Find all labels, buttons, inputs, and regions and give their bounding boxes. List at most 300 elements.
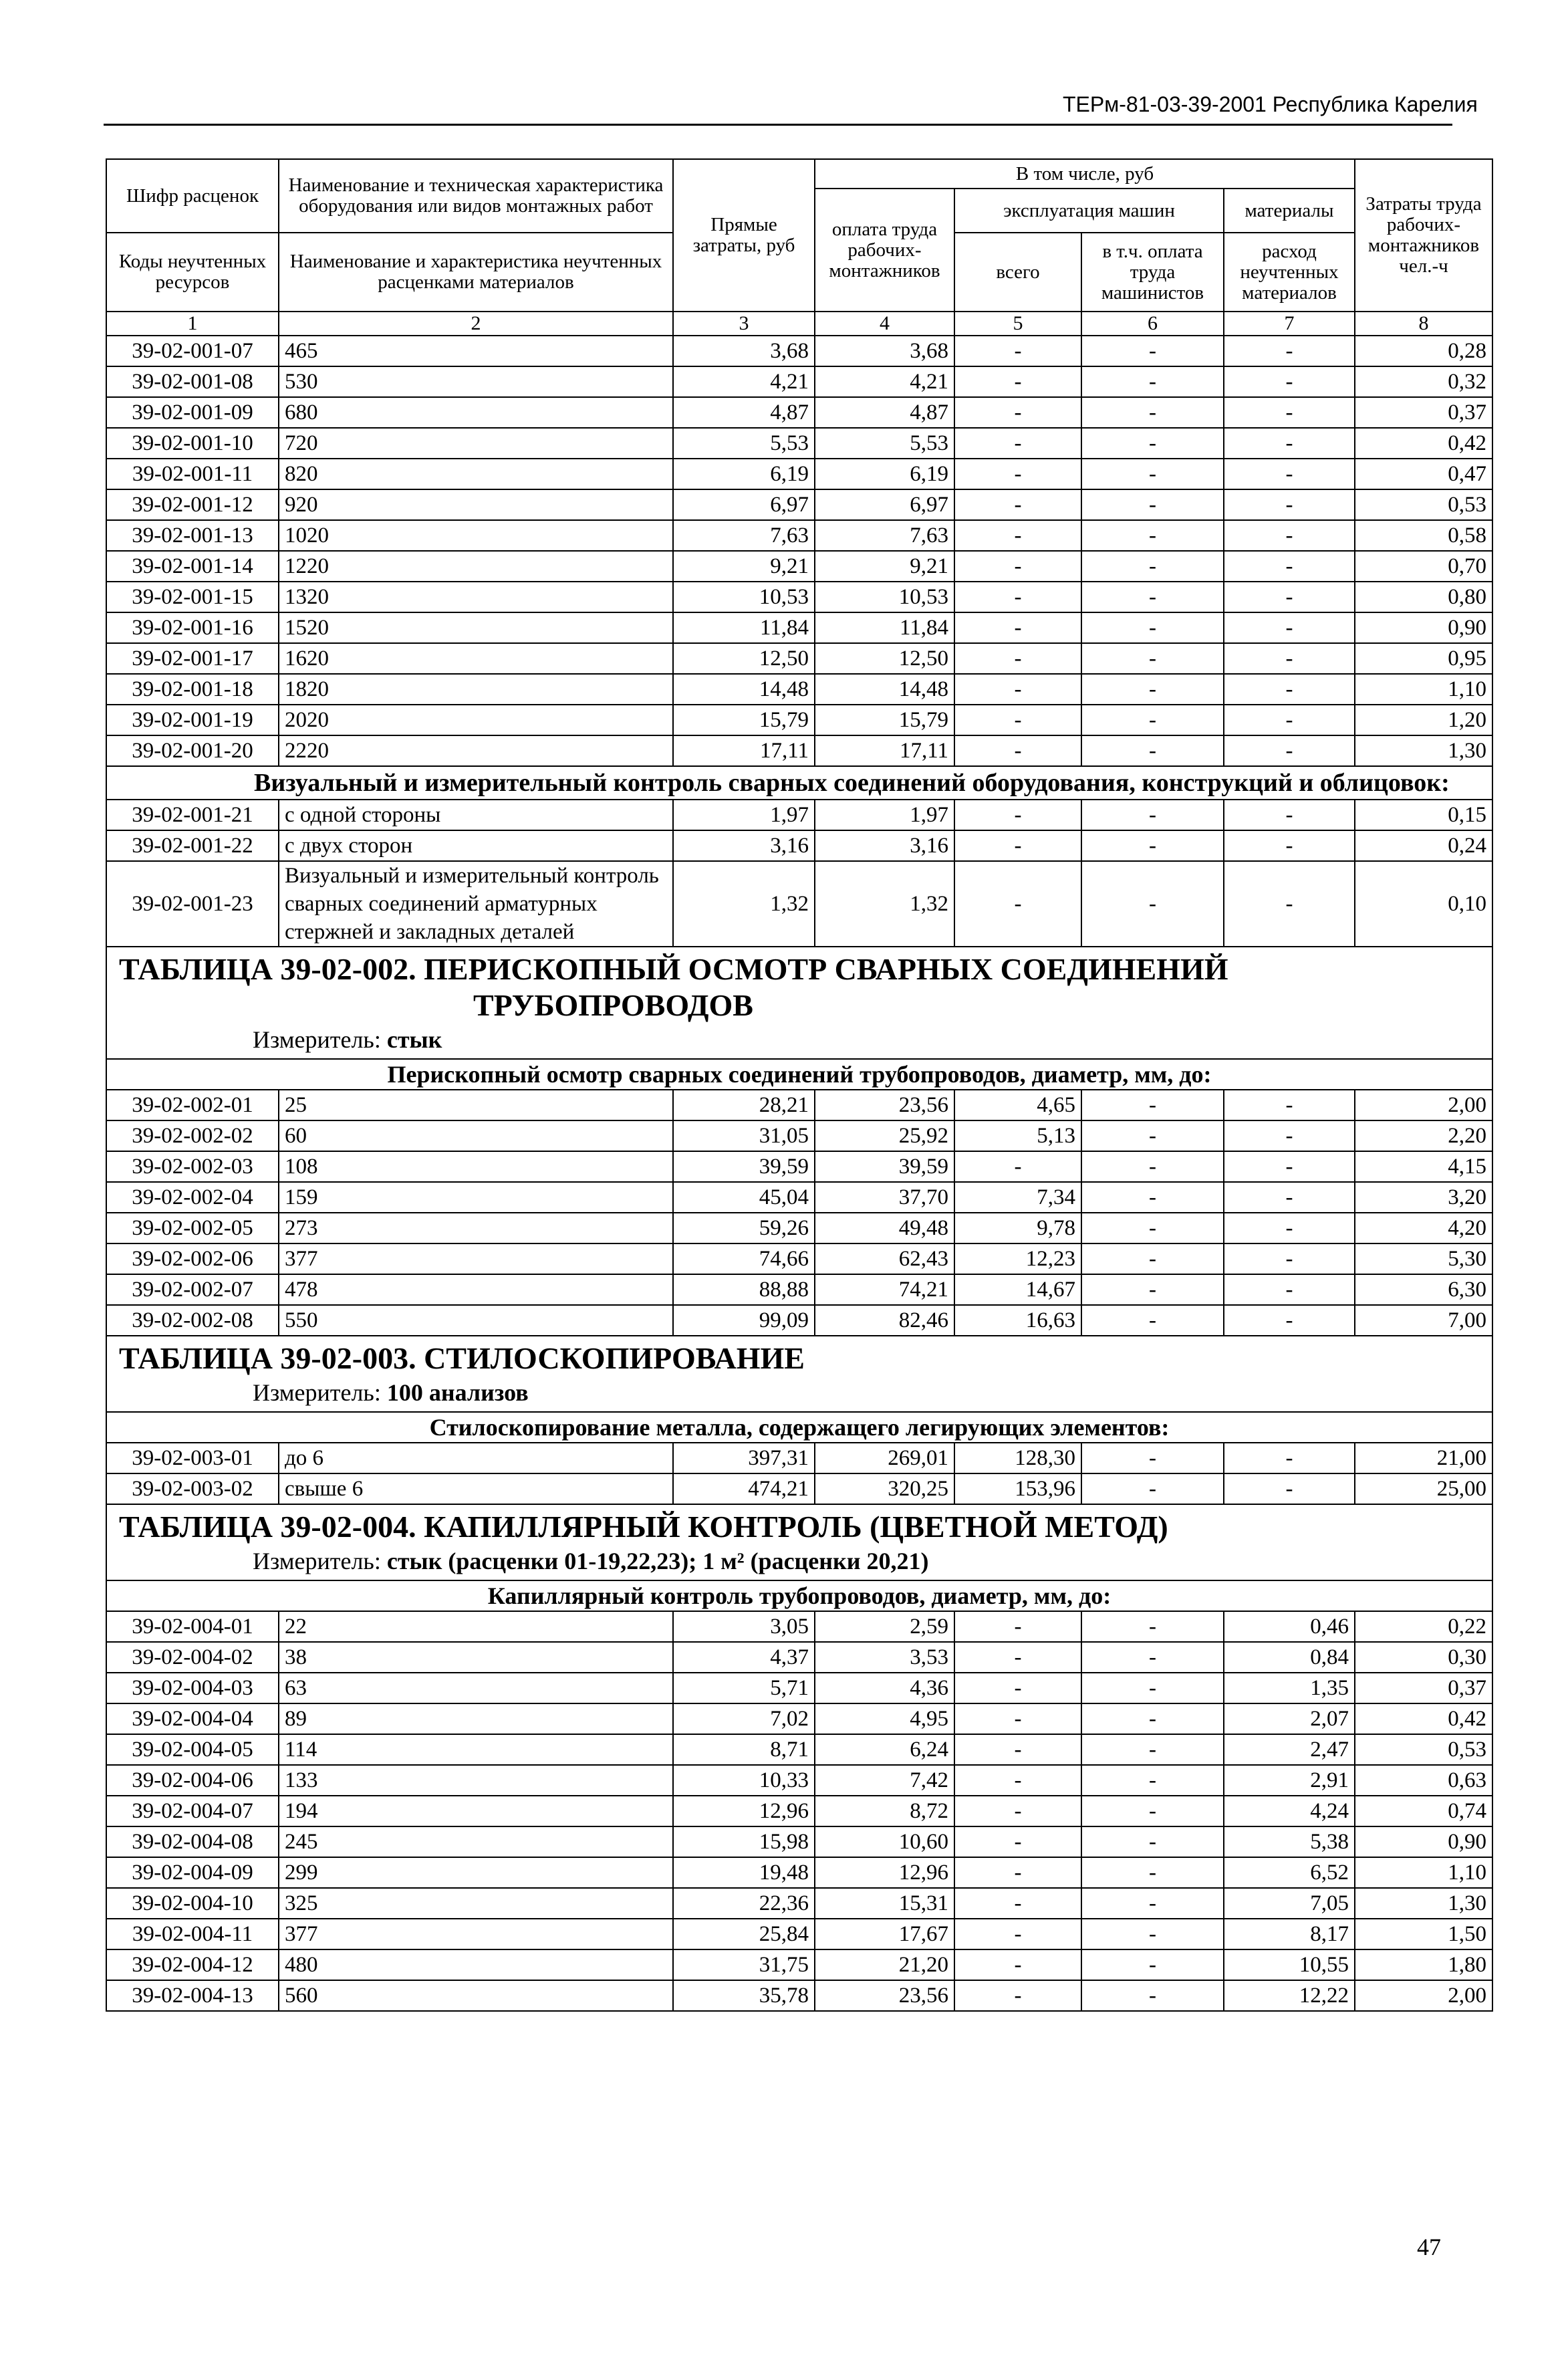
table-row [106,1151,1492,1182]
row-machinist-pay: - [1081,1151,1224,1182]
row-labor-pay: 14,48 [815,674,954,705]
row-labor-pay: 15,79 [815,705,954,735]
row-direct-cost: 74,66 [673,1243,815,1274]
row-code: 39-02-004-10 [106,1888,279,1919]
table-title: ТАБЛИЦА 39-02-004. КАПИЛЛЯРНЫЙ КОНТРОЛЬ (ЦВЕТНОЙ МЕТОД) [119,1510,1168,1544]
row-materials: - [1224,1243,1355,1274]
row-code: 39-02-001-21 [106,800,279,830]
row-labor-hours: 0,37 [1355,397,1492,428]
row-labor-pay: 269,01 [815,1443,954,1473]
row-machine-total: - [954,643,1081,674]
row-name: Визуальный и измерительный контроль сварных соединений арматурных стержней и закладных деталей [279,861,673,947]
table-row [106,428,1492,459]
measure-label: Измеритель: [253,1026,381,1053]
row-labor-hours: 25,00 [1355,1473,1492,1504]
row-machinist-pay: - [1081,1673,1224,1703]
row-machine-total: - [954,705,1081,735]
row-code: 39-02-001-19 [106,705,279,735]
row-labor-pay: 12,96 [815,1857,954,1888]
row-name: 2020 [279,705,673,735]
row-machinist-pay: - [1081,397,1224,428]
row-machinist-pay: - [1081,336,1224,366]
row-machinist-pay: - [1081,1642,1224,1673]
row-code: 39-02-001-17 [106,643,279,674]
row-direct-cost: 28,21 [673,1090,815,1120]
header-materials: материалы [1224,189,1355,233]
row-machine-total: - [954,1703,1081,1734]
row-name: 60 [279,1120,673,1151]
row-materials: - [1224,800,1355,830]
row-machinist-pay: - [1081,1213,1224,1243]
row-machine-total: - [954,1765,1081,1796]
table-row [106,1213,1492,1243]
row-machinist-pay: - [1081,582,1224,612]
row-materials: - [1224,1090,1355,1120]
table-row [106,397,1492,428]
row-direct-cost: 35,78 [673,1980,815,2011]
row-labor-hours: 6,30 [1355,1274,1492,1305]
row-machine-total: - [954,1734,1081,1765]
row-labor-hours: 0,53 [1355,489,1492,520]
row-labor-pay: 3,16 [815,830,954,861]
row-labor-hours: 1,30 [1355,1888,1492,1919]
row-machine-total: - [954,1949,1081,1980]
row-labor-hours: 0,95 [1355,643,1492,674]
row-name: 478 [279,1274,673,1305]
row-direct-cost: 3,68 [673,336,815,366]
row-code: 39-02-001-15 [106,582,279,612]
row-name: 550 [279,1305,673,1336]
row-materials: - [1224,1182,1355,1213]
row-machinist-pay: - [1081,1703,1224,1734]
row-direct-cost: 31,05 [673,1120,815,1151]
row-materials: - [1224,336,1355,366]
row-direct-cost: 3,16 [673,830,815,861]
row-materials: - [1224,1443,1355,1473]
row-name: 38 [279,1642,673,1673]
table-row [106,861,1492,947]
row-labor-pay: 74,21 [815,1274,954,1305]
header-codes: Коды неучтенных ресурсов [106,233,279,312]
row-code: 39-02-002-05 [106,1213,279,1243]
row-machinist-pay: - [1081,1473,1224,1504]
row-materials: 2,47 [1224,1734,1355,1765]
price-table [106,158,1493,2012]
col-number: 3 [673,312,815,336]
row-labor-pay: 12,50 [815,643,954,674]
row-machinist-pay: - [1081,1826,1224,1857]
table-row [106,459,1492,489]
row-name: 108 [279,1151,673,1182]
row-machine-total: - [954,800,1081,830]
row-machinist-pay: - [1081,1888,1224,1919]
row-machinist-pay: - [1081,735,1224,766]
row-code: 39-02-001-13 [106,520,279,551]
row-materials: - [1224,612,1355,643]
row-labor-pay: 39,59 [815,1151,954,1182]
col-number: 2 [279,312,673,336]
row-machine-total: - [954,397,1081,428]
row-name: с двух сторон [279,830,673,861]
row-labor-pay: 15,31 [815,1888,954,1919]
row-direct-cost: 474,21 [673,1473,815,1504]
row-name: 325 [279,1888,673,1919]
table-row [106,1888,1492,1919]
row-materials: - [1224,674,1355,705]
row-labor-pay: 23,56 [815,1980,954,2011]
measure-label: Измеритель: [253,1548,381,1574]
row-machine-total: 128,30 [954,1443,1081,1473]
subheading-styloscopy: Стилоскопирование металла, содержащего легирующих элементов: [106,1412,1492,1443]
row-labor-hours: 0,10 [1355,861,1492,947]
row-name: 920 [279,489,673,520]
row-direct-cost: 10,33 [673,1765,815,1796]
row-machinist-pay: - [1081,705,1224,735]
row-code: 39-02-002-03 [106,1151,279,1182]
row-machine-total: - [954,735,1081,766]
row-code: 39-02-003-02 [106,1473,279,1504]
row-direct-cost: 3,05 [673,1611,815,1642]
row-machinist-pay: - [1081,1305,1224,1336]
row-name: 63 [279,1673,673,1703]
row-machinist-pay: - [1081,1274,1224,1305]
row-materials: - [1224,705,1355,735]
row-labor-pay: 1,32 [815,861,954,947]
row-labor-pay: 25,92 [815,1120,954,1151]
row-code: 39-02-002-04 [106,1182,279,1213]
row-direct-cost: 22,36 [673,1888,815,1919]
row-machinist-pay: - [1081,1182,1224,1213]
row-name: 1820 [279,674,673,705]
row-direct-cost: 8,71 [673,1734,815,1765]
table-row [106,1182,1492,1213]
row-code: 39-02-001-12 [106,489,279,520]
row-name: 114 [279,1734,673,1765]
col-number: 8 [1355,312,1492,336]
row-labor-hours: 0,74 [1355,1796,1492,1826]
row-code: 39-02-004-13 [106,1980,279,2011]
row-name: 1220 [279,551,673,582]
table-row [106,1734,1492,1765]
row-labor-hours: 3,20 [1355,1182,1492,1213]
row-labor-pay: 2,59 [815,1611,954,1642]
row-direct-cost: 5,71 [673,1673,815,1703]
row-labor-hours: 5,30 [1355,1243,1492,1274]
row-materials: - [1224,735,1355,766]
row-labor-pay: 1,97 [815,800,954,830]
row-name: 560 [279,1980,673,2011]
row-code: 39-02-001-16 [106,612,279,643]
row-machinist-pay: - [1081,1611,1224,1642]
header-labor-pay: оплата труда рабочих-монтажников [815,189,954,312]
row-name: 377 [279,1243,673,1274]
row-labor-hours: 0,90 [1355,612,1492,643]
row-name: 299 [279,1857,673,1888]
header-labor-cost: Затраты труда рабочих-монтажников чел.-ч [1355,159,1492,312]
row-labor-hours: 21,00 [1355,1443,1492,1473]
row-name: 720 [279,428,673,459]
row-materials: - [1224,428,1355,459]
row-materials: - [1224,582,1355,612]
table-39-02-004-title [106,1504,1492,1580]
row-labor-pay: 82,46 [815,1305,954,1336]
row-code: 39-02-001-14 [106,551,279,582]
row-labor-pay: 21,20 [815,1949,954,1980]
row-labor-pay: 10,53 [815,582,954,612]
row-machine-total: - [954,674,1081,705]
header-rule [104,124,1452,126]
row-labor-pay: 4,21 [815,366,954,397]
table-row [106,1980,1492,2011]
row-machine-total: - [954,1826,1081,1857]
page-number: 47 [1417,2234,1441,2260]
row-machine-total: - [954,428,1081,459]
row-machine-total: - [954,551,1081,582]
row-machinist-pay: - [1081,612,1224,643]
table-title: ТАБЛИЦА 39-02-002. ПЕРИСКОПНЫЙ ОСМОТР СВАРНЫХ СОЕДИНЕНИЙ [119,952,1228,986]
row-code: 39-02-002-08 [106,1305,279,1336]
table-row [106,674,1492,705]
row-code: 39-02-001-08 [106,366,279,397]
row-labor-hours: 0,30 [1355,1642,1492,1673]
row-direct-cost: 19,48 [673,1857,815,1888]
row-labor-hours: 1,80 [1355,1949,1492,1980]
row-code: 39-02-001-20 [106,735,279,766]
row-direct-cost: 17,11 [673,735,815,766]
table-row [106,1765,1492,1796]
row-materials: 0,46 [1224,1611,1355,1642]
row-materials: 8,17 [1224,1919,1355,1949]
row-machine-total: - [954,1980,1081,2011]
row-machinist-pay: - [1081,830,1224,861]
col-number: 7 [1224,312,1355,336]
row-name: до 6 [279,1443,673,1473]
measure-value: стык (расценки 01-19,22,23); 1 м² (расценки 20,21) [386,1548,929,1574]
row-materials: - [1224,1120,1355,1151]
row-machine-total: - [954,1611,1081,1642]
row-direct-cost: 15,79 [673,705,815,735]
row-direct-cost: 9,21 [673,551,815,582]
table-row [106,830,1492,861]
row-labor-pay: 4,95 [815,1703,954,1734]
table-row [106,735,1492,766]
row-machine-total: 14,67 [954,1274,1081,1305]
row-materials: 1,35 [1224,1673,1355,1703]
row-code: 39-02-004-01 [106,1611,279,1642]
row-machine-total: - [954,1151,1081,1182]
row-labor-pay: 17,11 [815,735,954,766]
col-number: 4 [815,312,954,336]
row-labor-hours: 7,00 [1355,1305,1492,1336]
row-labor-hours: 1,10 [1355,1857,1492,1888]
row-code: 39-02-002-07 [106,1274,279,1305]
row-code: 39-02-004-02 [106,1642,279,1673]
row-materials: - [1224,643,1355,674]
row-materials: - [1224,830,1355,861]
row-code: 39-02-001-23 [106,861,279,947]
row-code: 39-02-003-01 [106,1443,279,1473]
col-number: 5 [954,312,1081,336]
measure-line [119,1545,1486,1577]
row-materials: 6,52 [1224,1857,1355,1888]
row-labor-hours: 4,15 [1355,1151,1492,1182]
row-materials: - [1224,489,1355,520]
row-machinist-pay: - [1081,1243,1224,1274]
row-code: 39-02-004-05 [106,1734,279,1765]
row-materials: 0,84 [1224,1642,1355,1673]
row-direct-cost: 4,37 [673,1642,815,1673]
row-machinist-pay: - [1081,1443,1224,1473]
row-machinist-pay: - [1081,1949,1224,1980]
row-materials: - [1224,459,1355,489]
row-materials: - [1224,366,1355,397]
row-machinist-pay: - [1081,1857,1224,1888]
header-including: В том числе, руб [815,159,1355,189]
measure-value: 100 анализов [386,1379,529,1406]
row-direct-cost: 12,50 [673,643,815,674]
row-code: 39-02-001-09 [106,397,279,428]
table-row [106,1120,1492,1151]
row-labor-pay: 23,56 [815,1090,954,1120]
row-labor-pay: 6,97 [815,489,954,520]
row-direct-cost: 10,53 [673,582,815,612]
row-machine-total: 7,34 [954,1182,1081,1213]
table-row [106,1443,1492,1473]
row-labor-hours: 4,20 [1355,1213,1492,1243]
row-machinist-pay: - [1081,1980,1224,2011]
table-row [106,800,1492,830]
header-direct: Прямые затраты, руб [673,159,815,312]
col-number: 1 [106,312,279,336]
header-total: всего [954,233,1081,312]
row-name: 89 [279,1703,673,1734]
row-direct-cost: 39,59 [673,1151,815,1182]
row-machine-total: 12,23 [954,1243,1081,1274]
row-direct-cost: 11,84 [673,612,815,643]
row-code: 39-02-004-04 [106,1703,279,1734]
row-machine-total: - [954,1888,1081,1919]
table-39-02-003-title [106,1336,1492,1412]
row-machine-total: - [954,366,1081,397]
row-labor-pay: 3,53 [815,1642,954,1673]
table-row [106,1642,1492,1673]
row-direct-cost: 1,97 [673,800,815,830]
row-labor-hours: 0,90 [1355,1826,1492,1857]
row-name: 1620 [279,643,673,674]
table-row [106,1305,1492,1336]
row-materials: - [1224,1213,1355,1243]
row-code: 39-02-001-22 [106,830,279,861]
row-labor-pay: 4,36 [815,1673,954,1703]
table-row [106,1703,1492,1734]
measure-value: стык [386,1026,442,1053]
row-name: с одной стороны [279,800,673,830]
table-row [106,1090,1492,1120]
row-direct-cost: 7,63 [673,520,815,551]
header-name-top: Наименование и техническая характеристика оборудования или видов монтажных работ [279,159,673,233]
row-name: 465 [279,336,673,366]
table-39-02-002-title [106,947,1492,1059]
row-machinist-pay: - [1081,1734,1224,1765]
row-code: 39-02-004-07 [106,1796,279,1826]
row-code: 39-02-001-10 [106,428,279,459]
table-title-cont: ТРУБОПРОВОДОВ [473,988,753,1022]
row-direct-cost: 59,26 [673,1213,815,1243]
row-labor-hours: 0,37 [1355,1673,1492,1703]
row-machine-total: 16,63 [954,1305,1081,1336]
row-labor-pay: 3,68 [815,336,954,366]
row-materials: - [1224,1305,1355,1336]
row-labor-pay: 4,87 [815,397,954,428]
row-labor-hours: 0,53 [1355,1734,1492,1765]
row-machine-total: - [954,520,1081,551]
running-header: ТЕРм-81-03-39-2001 Республика Карелия [1063,92,1478,116]
row-direct-cost: 6,19 [673,459,815,489]
row-machine-total: 4,65 [954,1090,1081,1120]
row-name: 22 [279,1611,673,1642]
row-direct-cost: 15,98 [673,1826,815,1857]
row-labor-hours: 1,10 [1355,674,1492,705]
row-machinist-pay: - [1081,861,1224,947]
row-labor-hours: 0,22 [1355,1611,1492,1642]
row-machine-total: - [954,830,1081,861]
row-machinist-pay: - [1081,1120,1224,1151]
row-name: 1020 [279,520,673,551]
table-row [106,705,1492,735]
measure-line [119,1377,1486,1409]
row-code: 39-02-001-07 [106,336,279,366]
row-code: 39-02-004-09 [106,1857,279,1888]
row-labor-pay: 11,84 [815,612,954,643]
row-labor-hours: 0,58 [1355,520,1492,551]
row-labor-pay: 17,67 [815,1919,954,1949]
row-labor-hours: 0,24 [1355,830,1492,861]
table-row [106,612,1492,643]
measure-line [119,1024,1486,1056]
row-materials: 4,24 [1224,1796,1355,1826]
table-row [106,1949,1492,1980]
row-name: 159 [279,1182,673,1213]
row-machinist-pay: - [1081,1090,1224,1120]
row-labor-hours: 0,70 [1355,551,1492,582]
row-machine-total: 5,13 [954,1120,1081,1151]
table-row [106,520,1492,551]
row-materials: - [1224,861,1355,947]
row-code: 39-02-002-06 [106,1243,279,1274]
table-row [106,1673,1492,1703]
row-machine-total: - [954,489,1081,520]
row-name: 194 [279,1796,673,1826]
row-direct-cost: 6,97 [673,489,815,520]
row-name: свыше 6 [279,1473,673,1504]
row-direct-cost: 4,87 [673,397,815,428]
row-name: 2220 [279,735,673,766]
row-labor-pay: 6,19 [815,459,954,489]
row-direct-cost: 1,32 [673,861,815,947]
row-labor-pay: 7,63 [815,520,954,551]
table-row [106,1274,1492,1305]
table-row [106,1243,1492,1274]
row-materials: 2,07 [1224,1703,1355,1734]
row-labor-pay: 49,48 [815,1213,954,1243]
table-row [106,1826,1492,1857]
row-labor-pay: 6,24 [815,1734,954,1765]
row-name: 245 [279,1826,673,1857]
row-direct-cost: 397,31 [673,1443,815,1473]
row-machinist-pay: - [1081,520,1224,551]
row-machinist-pay: - [1081,1796,1224,1826]
subheading-capillary: Капиллярный контроль трубопроводов, диаметр, мм, до: [106,1580,1492,1611]
